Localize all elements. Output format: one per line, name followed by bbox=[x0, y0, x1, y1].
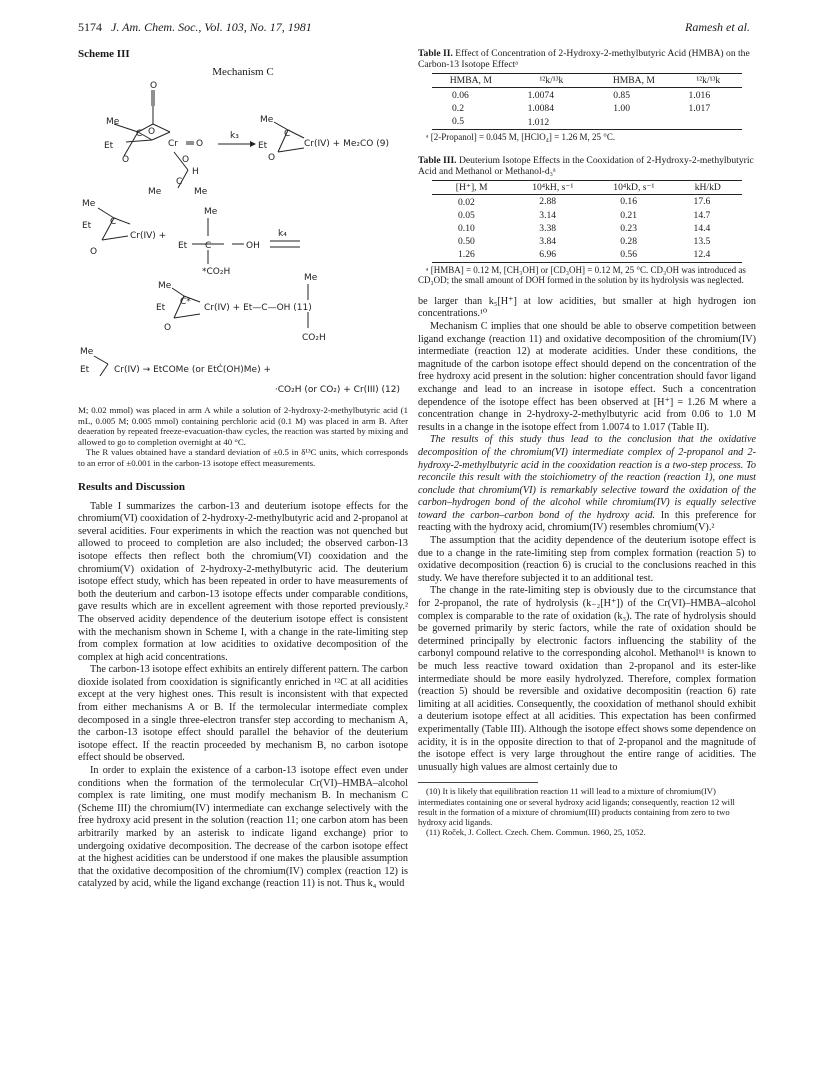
t2-cell bbox=[675, 115, 742, 130]
label-c-6: C* bbox=[180, 297, 191, 307]
page-number: 5174 bbox=[78, 20, 102, 34]
footnote-divider bbox=[418, 782, 538, 783]
t3-cell: 0.02 bbox=[458, 196, 475, 208]
t2-header-cell: HMBA, M bbox=[612, 75, 655, 86]
label-o-5: O bbox=[90, 247, 98, 257]
label-et-1: Et bbox=[104, 141, 114, 151]
section-heading: Results and Discussion bbox=[78, 480, 185, 493]
table3-label: Table III. bbox=[418, 154, 457, 166]
label-c-3: C bbox=[284, 129, 291, 139]
table-row bbox=[432, 235, 742, 248]
paragraph-right-3: The assumption that the acidity dependence of the deuterium isotope effect is due to a change in the rate-limiting step from complex formation (reaction 5) to oxidative decomposition (reaction 6) is crucial to the conclusions reached in this study. We have therefore subjected it to an additional test. bbox=[418, 535, 756, 584]
paragraph-results-2: The carbon-13 isotope effect exhibits an entirely different pattern. The carbon dioxide isolated from cooxidation is significantly enriched in ¹²C at all acidities except at the very highest ones. This result is inconsistent with that expected from either mechanisms A or B. If the termolecular intermediate complex decomposed in a single three-electron transfer step according to mechanism A, the carbon-13 isotope effect should parallel the behavior of the deuterium isotope effect. If the reactin proceeded by mechanism B, no carbon isotope effect should be observed. bbox=[78, 664, 408, 764]
t2-header-cell: ¹²k/¹³k bbox=[539, 75, 564, 86]
label-oh-1: OH bbox=[246, 241, 260, 251]
table-row bbox=[432, 115, 742, 130]
eq11-text: Cr(IV) + Et—C—OH (11) bbox=[204, 303, 312, 313]
t3-header-cell: kH/kD bbox=[694, 181, 721, 193]
t3-cell: 0.21 bbox=[620, 209, 638, 221]
paragraph-experimental: M; 0.02 mmol) was placed in arm A while a solution of 2-hydroxy-2-methylbutyric acid (1 mL, 0.005 M; 0.005 mmol) containing perchloric acid (0.1 M) was placed in arm B. After deaeration by repeated freeze-evacuation-thaw cycles, the reaction was started by mixing and allowed to go to completion overnight at 40 °C. bbox=[78, 405, 408, 447]
label-h-1: H bbox=[192, 167, 199, 177]
paragraph-results-1: Table I summarizes the carbon-13 and deuterium isotope effects for the chromium(VI) cooxidation of 2-hydroxy-2-methylbutyric acid and 2-propanol at several acidities. Four experiments in which the reaction was not quenched but allowed to proceed to completion are also included; the observed carbon-13 isotope effects then reflect both the chromium(VI) cooxidation and the chromium(V) oxidation of 2-hydroxy-2-methylbutyric acid. The deuterium isotope effect study, which has been repeated in order to have measurements of both the deuterium and carbon-13 isotope effects under comparable conditions, gave results which are in excellent agreement with those reported previously.² The observed acidity dependence of the deuterium isotope effect is consistent with the mechanism shown in Scheme I, with a change in the rate-limiting step from complex formation at low acidities to oxidative decomposition of the complex at high acid concentrations. bbox=[78, 500, 408, 663]
complex-12-left bbox=[94, 356, 108, 376]
t3-cell: 1.26 bbox=[458, 248, 475, 260]
conclusion-italic: The results of this study thus lead to the conclusion that the oxidative decomposition of the chromium(VI) intermediate complex of 2-propanol and 2-hydroxy-2-methylbutyric acid in the cooxidation reaction is a two-step process. To reconcile this result with the stoichiometry of the reaction (reaction 1), one must conclude that chromium(VI) is remarkably selective toward the oxidation of the carbon–hydrogen bond of the alcohol while chromium(IV) is equally selective toward the carbon–carbon bond of the hydroxy acid. bbox=[418, 434, 756, 521]
label-co2h-2: CO₂H bbox=[302, 333, 326, 343]
right-column bbox=[418, 48, 756, 837]
label-k3: k₃ bbox=[230, 131, 239, 141]
t3-cell: 12.4 bbox=[693, 249, 711, 261]
t3-cell: 6.96 bbox=[539, 249, 557, 261]
footnote-11: (11) Roček, J. Collect. Czech. Chem. Commun. 1960, 25, 1052. bbox=[426, 827, 646, 838]
scheme-title: Scheme III bbox=[78, 48, 130, 60]
paragraph-right-2 bbox=[418, 434, 756, 535]
paragraph-results-3: In order to explain the existence of a carbon-13 isotope effect even under conditions when the formation of the termolecular Cr(VI)–HMBA–alcohol complex is rate limiting, one must modify mechanism B. In mechanism C (Scheme III) the chromium(IV) intermediate can exchange selectively with the free hydroxy acid present in the solution (reaction 11; one carbon atom has been arbitrarily marked by an asterisk to indicate ligand exchange) prior to undergoing oxidative decomposition. The decrease of the carbon isotope effect at the highest acidities can be understood if one makes the plausible assumption that the oxidative decomposition of the chromium(IV) complex (reaction 12) is catalyzed by acid, while the ligand exchange (reaction 11) is not. Thus k₄ would bbox=[78, 765, 408, 890]
label-et-5: Et bbox=[156, 303, 166, 313]
t3-cell: 3.38 bbox=[539, 222, 557, 234]
t2-header-cell: HMBA, M bbox=[449, 75, 492, 86]
t2-cell: 0.06 bbox=[452, 90, 469, 101]
table3-caption bbox=[418, 155, 756, 177]
label-cr-iv-10: Cr(IV) + bbox=[130, 231, 167, 241]
t3-cell: 0.28 bbox=[620, 235, 638, 247]
label-me-4: Me bbox=[260, 115, 274, 125]
t2-cell: 1.0074 bbox=[527, 89, 554, 101]
table-row bbox=[432, 194, 742, 209]
t3-cell: 17.6 bbox=[693, 196, 711, 208]
label-o-minus: O bbox=[150, 81, 158, 91]
t3-cell: 2.88 bbox=[539, 196, 557, 208]
label-o-4: O bbox=[268, 153, 276, 163]
label-me-3: Me bbox=[194, 187, 208, 197]
t2-cell: 1.0084 bbox=[527, 103, 554, 114]
table-row bbox=[432, 88, 742, 103]
t3-cell: 3.84 bbox=[539, 235, 557, 247]
t2-cell: 1.00 bbox=[613, 103, 631, 114]
t3-cell: 0.50 bbox=[458, 235, 475, 247]
label-o-2: O bbox=[122, 155, 130, 165]
t3-header-cell: 10⁴kH, s⁻¹ bbox=[532, 181, 574, 193]
t3-cell: 14.7 bbox=[693, 209, 711, 221]
eq12-line2: ·CO₂H (or CO₂) + Cr(III) (12) bbox=[274, 385, 400, 395]
eq9-text: Cr(IV) + Me₂CO (9) bbox=[304, 139, 389, 149]
complex-10-left bbox=[98, 208, 244, 264]
t2-header-cell: ¹²k/¹³k bbox=[696, 75, 721, 86]
t2-cell: 1.017 bbox=[688, 103, 711, 114]
label-k4: k₄ bbox=[278, 229, 287, 239]
label-o-3: O bbox=[182, 155, 190, 165]
label-c-2: C bbox=[176, 177, 183, 187]
t3-header-cell: 10⁴kD, s⁻¹ bbox=[613, 181, 655, 193]
label-et-3: Et bbox=[82, 221, 92, 231]
table-row bbox=[432, 248, 742, 263]
t3-cell: 13.5 bbox=[693, 235, 711, 247]
t3-cell: 0.56 bbox=[620, 249, 638, 261]
t3-cell: 0.05 bbox=[458, 209, 475, 221]
table2-caption bbox=[418, 48, 756, 70]
label-o-1: O bbox=[148, 127, 156, 137]
label-c-1: C bbox=[136, 129, 143, 139]
table-row bbox=[432, 222, 742, 235]
paragraph-r-values: The R values obtained have a standard deviation of ±0.5 in δ¹³C units, which corresponds to an error of ±0.001 in the carbon-13 isotope effect measurements. bbox=[78, 447, 408, 468]
paragraph-right-4: The change in the rate-limiting step is obviously due to the circumstance that for 2-propanol, the rate of hydrolysis (k₋₂[H⁺]) of the Cr(VI)–HMBA–alcohol complex is comparable to the rate of oxidation (k₃). The rate of hydrolysis should be governed primarily by steric factors, while the rate of oxidation should be determined principally by electronic factors influencing the stability of the carbonyl compound relative to the corresponding alcohol. Methanol¹¹ is known to be much less reactive toward oxidation than 2-propanol and its ester-like intermediate should be more easily hydrolyzed. Therefore, complex formation (reaction 5) should be reversible and oxidative decompositin (reaction 6) rate limiting at all acidities. Consequently, the cooxidation of methanol should exhibit a deuterium isotope effect at all acidities. This expectation has been confirmed experimentally (Table III). Although the isotope effect shows some dependence on acidity, it is in the opposite direction to that of 2-propanol and the magnitude of the isotope effect is very large throughout the entire range of acidities. The unusually high values are almost certainly due to bbox=[418, 585, 756, 773]
label-c-5: C bbox=[205, 241, 212, 251]
label-me-7: Me bbox=[158, 281, 172, 291]
label-c-4: C bbox=[110, 217, 117, 227]
label-me-1: Me bbox=[106, 117, 120, 127]
journal-citation: J. Am. Chem. Soc., Vol. 103, No. 17, 1981 bbox=[111, 20, 312, 34]
paragraph-right-1: Mechanism C implies that one should be able to observe competition between ligand exchange (reaction 11) and oxidative decomposition of the chromium(IV) intermediate (reaction 12) at moderate acidities. Under these conditions, the magnitude of the carbon isotope effect should depend on the concentration of the free hydroxy acid present in the solution: higher concentration should favor ligand exchange and lead to an increase in isotope effect. Such a concentration dependence of the isotope effect has been observed at [H⁺] = 1.26 M where a concentration change in 2-hydroxy-2-methylbutyric acid from 0.06 to 1.0 M results in a change in the isotope effect from 1.0074 to 1.017 (Table II). bbox=[418, 320, 756, 433]
table2 bbox=[432, 73, 742, 130]
eq12-line1: Cr(IV) → EtCOMe (or EtĊ(OH)Me) + bbox=[114, 365, 271, 375]
label-me-6: Me bbox=[204, 207, 218, 217]
author-header: Ramesh et al. bbox=[685, 20, 750, 34]
label-eq-o-1: O bbox=[196, 139, 204, 149]
paragraph-right-0: be larger than k₅[H⁺] at low acidities, but smaller at high hydrogen ion concentrations.¹⁰ bbox=[418, 295, 756, 320]
label-et-6: Et bbox=[80, 365, 90, 375]
label-cr-1: Cr bbox=[168, 139, 178, 149]
table2-label: Table II. bbox=[418, 48, 453, 59]
table2-note: ᵃ [2-Propanol] = 0.045 M, [HClO₄] = 1.26 M, 25 °C. bbox=[426, 132, 616, 142]
table-row bbox=[432, 209, 742, 222]
t2-cell bbox=[593, 115, 674, 130]
t3-cell: 3.14 bbox=[539, 209, 557, 221]
t3-cell: 14.4 bbox=[693, 222, 711, 234]
t3-cell: 0.23 bbox=[620, 222, 638, 234]
label-co2h-1: *CO₂H bbox=[202, 267, 231, 277]
t3-cell: 0.10 bbox=[458, 222, 475, 234]
table2-title: Effect of Concentration of 2-Hydroxy-2-methylbutyric Acid (HMBA) on the Carbon-13 Isotope Effectᵃ bbox=[418, 48, 750, 70]
running-header bbox=[78, 20, 312, 35]
label-et-2: Et bbox=[258, 141, 268, 151]
label-me-2: Me bbox=[148, 187, 162, 197]
table-row bbox=[432, 102, 742, 115]
t3-cell: 0.16 bbox=[620, 196, 638, 208]
label-me-5: Me bbox=[82, 199, 96, 209]
complex-9-left bbox=[114, 90, 194, 188]
table3-note: ᵃ [HMBA] = 0.12 M, [CH₃OH] or [CD₃OH] = 0.12 M, 25 °C. CD₃OH was introduced as CD₃OD; the small amount of DOH formed in the solution by its hydrolysis was neglected. bbox=[418, 264, 746, 286]
arrow-k3-head bbox=[250, 141, 256, 147]
label-me-9: Me bbox=[80, 347, 94, 357]
footnote-10: (10) It is likely that equilibration reaction 11 will lead to a mixture of chromium(IV) intermediates containing one or several hydroxy acid ligands; consequently, reaction 12 will result in the formation of a mixture of chromium(III) products containing from zero to two hydroxy acid ligands. bbox=[418, 786, 735, 827]
mechanism-title: Mechanism C bbox=[212, 66, 274, 78]
t3-header-cell: [H⁺], M bbox=[455, 181, 488, 193]
t2-cell: 1.016 bbox=[688, 89, 711, 101]
conclusion-rest: In this preference for reacting with the hydroxy acid, chromium(IV) resembles chromium(V).² bbox=[418, 509, 756, 534]
t2-cell: 0.2 bbox=[452, 103, 464, 114]
t2-cell: 0.5 bbox=[452, 116, 464, 127]
label-et-4: Et bbox=[178, 241, 188, 251]
table3 bbox=[432, 180, 742, 263]
label-me-8: Me bbox=[304, 273, 318, 283]
scheme-diagram bbox=[78, 78, 408, 378]
t2-cell: 0.85 bbox=[613, 89, 631, 101]
label-o-6: O bbox=[164, 323, 172, 333]
t2-cell: 1.012 bbox=[527, 116, 550, 128]
table3-title: Deuterium Isotope Effects in the Cooxidation of 2-Hydroxy-2-methylbutyric Acid and Methanol or Methanol-d₃ᵃ bbox=[418, 154, 754, 177]
left-column bbox=[78, 48, 408, 891]
